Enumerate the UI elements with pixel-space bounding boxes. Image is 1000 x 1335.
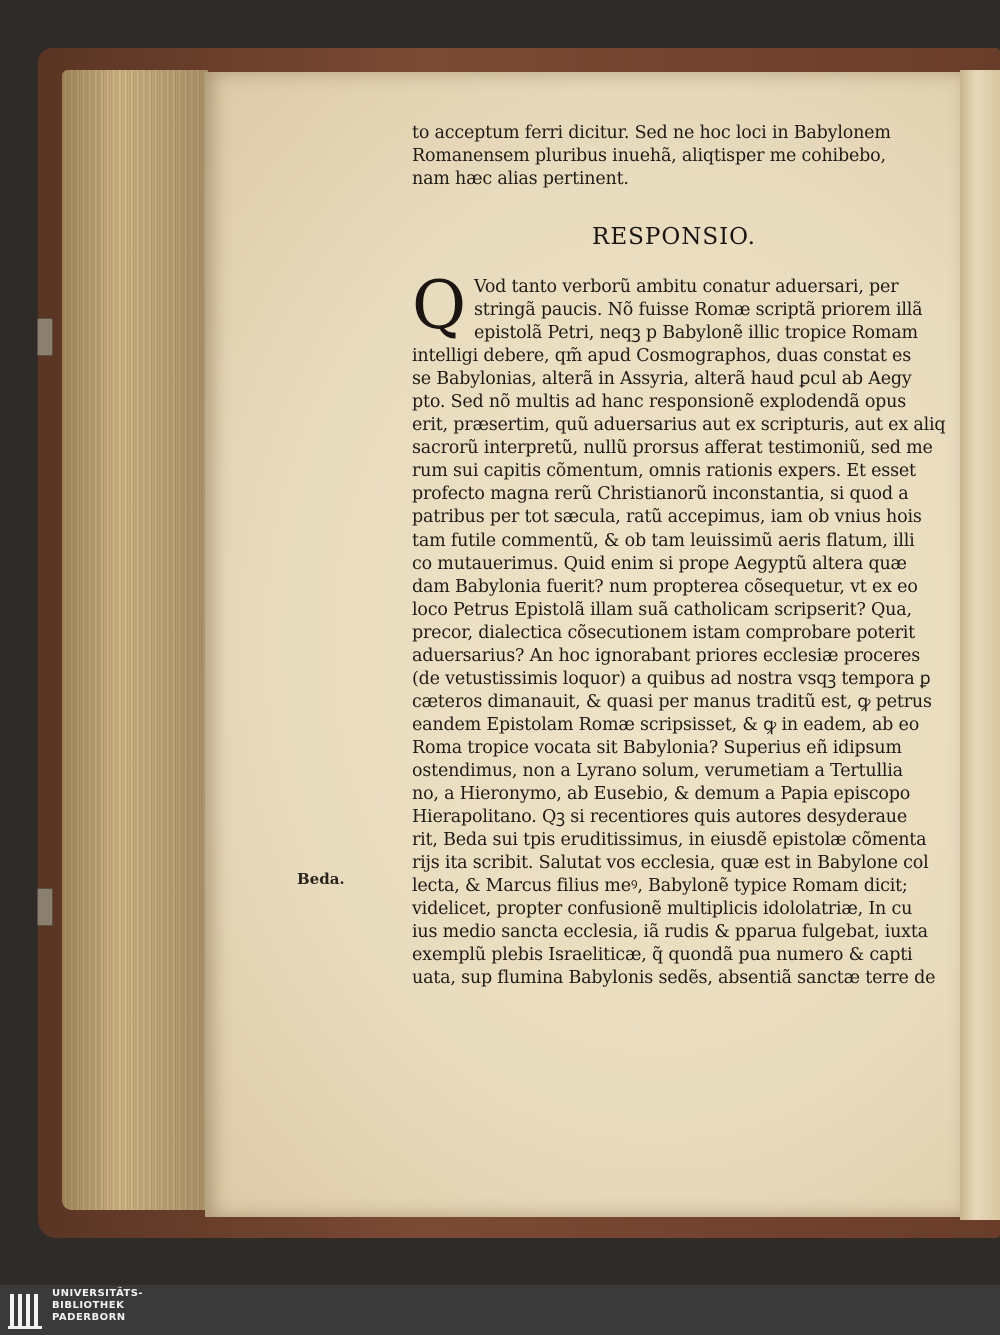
body-text-block xyxy=(412,267,946,990)
library-logo-icon xyxy=(8,1290,44,1330)
text-line: ostendimus, non a Lyrano solum, verumetiam a Tertullia xyxy=(412,760,903,781)
text-line: rum sui capitis cõmentum, omnis rationis expers. Et esset xyxy=(412,461,916,482)
text-line: (de vetustissimis loquor) a quibus ad nostra vsqꝫ tempora ꝑ xyxy=(412,668,931,689)
clasp-upper xyxy=(37,318,53,356)
library-name-line3: PADERBORN xyxy=(52,1312,126,1323)
text-line: loco Petrus Epistolã illam suã catholicam scripserit? Qua, xyxy=(412,599,912,620)
text-line: precor, dialectica cõsecutionem istam comprobare poterit xyxy=(412,622,916,643)
text-line: Vod tanto verborũ ambitu conatur aduersari, per xyxy=(474,277,899,297)
text-line: erit, præsertim, quũ aduersarius aut ex scripturis, aut ex aliq xyxy=(412,415,946,436)
text-line: Hierapolitano. Qꝫ si recentiores quis autores desyderaue xyxy=(412,807,907,828)
text-line: Romanensem pluribus inuehã, aliqtisper me cohibebo, xyxy=(412,146,886,167)
margin-note: Beda. xyxy=(297,870,345,888)
text-line: se Babylonias, alterã in Assyria, alterã haud ꝑcul ab Aegy xyxy=(412,369,912,390)
text-line: videlicet, propter confusionẽ multiplicis idololatriæ, In cu xyxy=(412,899,913,920)
text-line: stringã paucis. Nõ fuisse Romæ scriptã priorem illã xyxy=(474,300,923,321)
library-footer xyxy=(0,1285,1000,1335)
text-line: exemplũ plebis Israeliticæ, q̃ quondã pua numero & capti xyxy=(412,945,913,966)
text-line: nam hæc alias pertinent. xyxy=(412,169,629,190)
facing-page-edge xyxy=(960,70,1000,1220)
page-edges-shade xyxy=(62,70,208,1210)
clasp-lower xyxy=(37,888,53,926)
text-line: ius medio sancta ecclesia, iã rudis & pparua fulgebat, iuxta xyxy=(412,922,928,943)
text-line: profecto magna rerũ Christianorũ inconstantia, si quod a xyxy=(412,484,909,505)
text-line: patribus per tot sæcula, ratũ accepimus, iam ob vnius hois xyxy=(412,507,922,528)
text-line: dam Babylonia fuerit? num propterea cõsequetur, vt ex eo xyxy=(412,576,918,597)
library-name-line1: UNIVERSITÄTS- xyxy=(52,1288,144,1299)
text-line: co mutauerimus. Quid enim si prope Aegyptũ altera quæ xyxy=(412,553,907,574)
top-text-block xyxy=(412,122,937,191)
text-line: cæteros dimanauit, & quasi per manus traditũ est, ꝙ petrus xyxy=(412,691,932,712)
section-heading: RESPONSIO. xyxy=(592,224,756,250)
library-name-line2: BIBLIOTHEK xyxy=(52,1300,125,1311)
text-line: epistolã Petri, neqꝫ p Babylonẽ illic tropice Romam xyxy=(474,323,918,344)
text-line: uata, sup flumina Babylonis sedẽs, absentiã sanctæ terre de xyxy=(412,968,936,989)
text-line: rit, Beda sui tpis eruditissimus, in eiusdẽ epistolæ cõmenta xyxy=(412,830,927,851)
text-line: lecta, & Marcus filius meꝰ, Babylonẽ typice Romam dicit; xyxy=(412,876,908,897)
text-line: aduersarius? An hoc ignorabant priores ecclesiæ proceres xyxy=(412,645,920,666)
text-line: tam futile commentũ, & ob tam leuissimũ aeris flatum, illi xyxy=(412,530,915,551)
text-line: rijs ita scribit. Salutat vos ecclesia, quæ est in Babylone col xyxy=(412,853,929,874)
text-line: to acceptum ferri dicitur. Sed ne hoc loci in Babylonem xyxy=(412,123,891,143)
text-line: pto. Sed nõ multis ad hanc responsionẽ explodendã opus xyxy=(412,392,907,413)
text-line: intelligi debere, qm̃ apud Cosmographos, duas constat es xyxy=(412,346,911,367)
text-line: sacrorũ interpretũ, nullũ prorsus afferat testimoniũ, sed me xyxy=(412,438,933,459)
text-line: eandem Epistolam Romæ scripsisset, & ꝙ in eadem, ab eo xyxy=(412,714,920,735)
initial-letter: Q xyxy=(412,267,467,344)
text-line: no, a Hieronymo, ab Eusebio, & demum a Papia episcopo xyxy=(412,784,911,805)
text-line: Roma tropice vocata sit Babylonia? Superius eñ idipsum xyxy=(412,737,902,758)
